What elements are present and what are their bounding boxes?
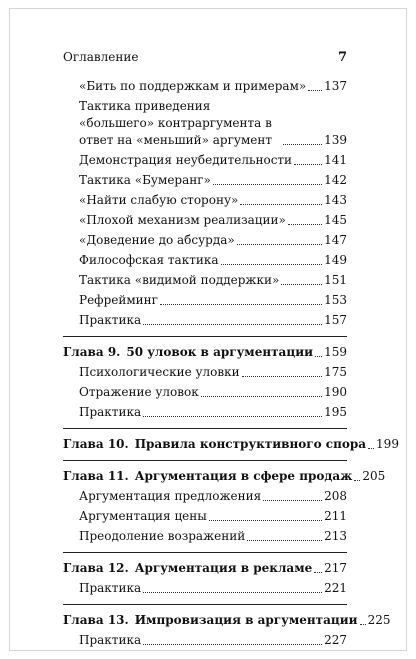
toc-entry[interactable] (63, 152, 347, 169)
leader-dots (360, 624, 366, 625)
toc-entry-title: Практика (79, 405, 142, 419)
section-divider (63, 460, 347, 461)
toc-chapter[interactable] (63, 468, 386, 485)
toc-entry-title: Аргументация цены (79, 509, 207, 523)
chapter-label: Глава 11. (63, 469, 129, 483)
toc-chapter[interactable] (63, 560, 347, 577)
toc-entry[interactable] (63, 580, 347, 597)
toc-chapter[interactable] (63, 344, 347, 361)
toc-entry[interactable] (63, 364, 347, 381)
leader-dots (143, 644, 322, 645)
leader-dots (368, 448, 374, 449)
toc-entry-title: Практика (79, 313, 142, 327)
chapter-title: Аргументация в рекламе (134, 561, 313, 575)
toc-entry-title: Аргументация предложения (79, 489, 262, 503)
toc-entry-title: Демонстрация неубедительности (79, 153, 293, 167)
toc-entry[interactable] (63, 98, 347, 149)
toc-entry-page: 190 (324, 385, 347, 399)
toc-entry-title: Преодоление возражений (79, 529, 246, 543)
section-divider (63, 336, 347, 337)
chapter-title: Правила конструктивного спора (134, 437, 367, 451)
chapter-page: 159 (324, 345, 347, 359)
toc-entry[interactable] (63, 404, 347, 421)
running-header (63, 50, 347, 70)
leader-dots (237, 244, 322, 245)
toc-entry-page: 137 (324, 79, 347, 93)
header-page-number: 7 (337, 50, 347, 65)
leader-dots (247, 540, 322, 541)
toc-entry-title: Тактика «видимой поддержки» (79, 273, 280, 287)
chapter-page: 217 (324, 561, 347, 575)
toc-entry-page: 175 (324, 365, 347, 379)
section-divider (63, 428, 347, 429)
leader-dots (354, 480, 360, 481)
toc-entry-page: 195 (324, 405, 347, 419)
toc-chapter[interactable] (63, 612, 391, 629)
toc-entry-page: 213 (324, 529, 347, 543)
toc-entry-title: Отражение уловок (79, 385, 199, 399)
toc-entry-title: Практика (79, 581, 142, 595)
leader-dots (281, 284, 322, 285)
toc-entry-page: 153 (324, 293, 347, 307)
toc-entry[interactable] (63, 172, 347, 189)
toc-entry-title: Тактика приведения «большего» контраргумента в ответ на «меньший» аргумент (79, 99, 273, 147)
toc-entry[interactable] (63, 78, 347, 95)
toc-entry-title: Тактика «Бумеранг» (79, 173, 211, 187)
toc-entry[interactable] (63, 312, 347, 329)
chapter-label: Глава 9. (63, 345, 121, 359)
toc-entry-page: 157 (324, 313, 347, 327)
toc-entry-title: Философская тактика (79, 253, 219, 267)
toc-entry[interactable] (63, 212, 347, 229)
chapter-page: 205 (362, 469, 386, 483)
leader-dots (315, 356, 322, 357)
chapter-title: 50 уловок в аргументации (126, 345, 313, 359)
leader-dots (143, 324, 322, 325)
toc-entry-page: 141 (324, 153, 347, 167)
chapter-page: 199 (376, 437, 399, 451)
leader-dots (283, 144, 322, 145)
chapter-page: 225 (367, 613, 391, 627)
toc-entry[interactable] (63, 508, 347, 525)
chapter-label: Глава 12. (63, 561, 129, 575)
toc-entry-page: 139 (324, 133, 347, 147)
toc-entry-title: Практика (79, 633, 142, 647)
toc-entry-page: 149 (324, 253, 347, 267)
toc-entry-title: Психологические уловки (79, 365, 240, 379)
toc-entry[interactable] (63, 632, 347, 649)
toc-entry-page: 147 (324, 233, 347, 247)
section-divider (63, 552, 347, 553)
toc-entry-page: 211 (324, 509, 347, 523)
toc-entry-title: «Доведение до абсурда» (79, 233, 235, 247)
toc-entry-title: «Плохой механизм реализации» (79, 213, 286, 227)
leader-dots (201, 396, 322, 397)
chapter-label: Глава 13. (63, 613, 129, 627)
leader-dots (308, 90, 322, 91)
leader-dots (221, 264, 323, 265)
leader-dots (314, 572, 322, 573)
chapter-title: Импровизация в аргументации (134, 613, 358, 627)
toc-entry[interactable] (63, 488, 347, 505)
toc-chapter[interactable] (63, 436, 399, 453)
toc-entry-page: 221 (324, 581, 347, 595)
leader-dots (240, 204, 322, 205)
leader-dots (263, 500, 322, 501)
toc-entry[interactable] (63, 232, 347, 249)
leader-dots (213, 184, 322, 185)
toc-entry-page: 142 (324, 173, 347, 187)
table-of-contents (63, 78, 399, 649)
leader-dots (209, 520, 322, 521)
toc-entry-page: 145 (324, 213, 347, 227)
chapter-title: Аргументация в сфере продаж (134, 469, 353, 483)
leader-dots (160, 304, 322, 305)
chapter-label: Глава 10. (63, 437, 129, 451)
toc-entry-title: «Найти слабую сторону» (79, 193, 239, 207)
toc-entry[interactable] (63, 192, 347, 209)
toc-entry-title: «Бить по поддержкам и примерам» (79, 79, 307, 93)
toc-entry[interactable] (63, 384, 347, 401)
leader-dots (294, 164, 322, 165)
toc-entry-page: 208 (324, 489, 347, 503)
toc-entry[interactable] (63, 292, 347, 309)
header-section-title: Оглавление (63, 50, 139, 64)
leader-dots (288, 224, 322, 225)
leader-dots (143, 416, 322, 417)
toc-entry-page: 151 (324, 273, 347, 287)
leader-dots (242, 376, 322, 377)
toc-entry[interactable] (63, 272, 347, 289)
toc-entry[interactable] (63, 252, 347, 269)
toc-entry-page: 143 (324, 193, 347, 207)
section-divider (63, 604, 347, 605)
toc-entry-page: 227 (324, 633, 347, 647)
leader-dots (143, 592, 322, 593)
toc-entry-title: Рефрейминг (79, 293, 158, 307)
toc-entry[interactable] (63, 528, 347, 545)
